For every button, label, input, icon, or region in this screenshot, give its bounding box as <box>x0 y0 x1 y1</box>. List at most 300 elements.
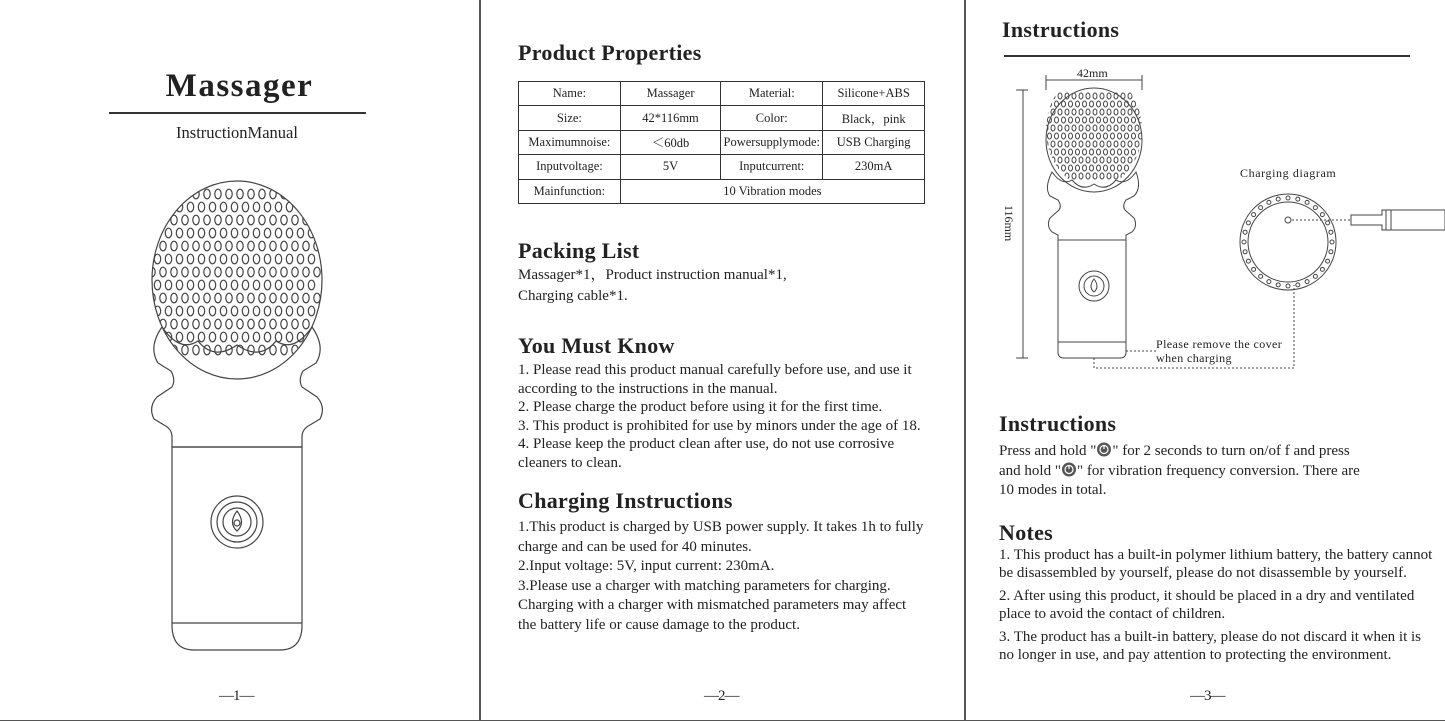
usb-cable <box>1351 210 1445 230</box>
texture-dot <box>248 345 254 355</box>
neck-outline <box>1047 172 1138 240</box>
texture-dot <box>149 319 155 329</box>
texture-dot <box>215 319 221 329</box>
instructions-text <box>999 442 1360 501</box>
texture-dot <box>154 202 160 212</box>
texture-dot <box>1118 165 1122 171</box>
texture-dot <box>1079 125 1083 131</box>
must-know-list <box>518 361 928 472</box>
texture-dot <box>1072 157 1076 163</box>
texture-dot <box>264 254 270 264</box>
text-line <box>999 442 1360 462</box>
texture-dot <box>259 241 265 251</box>
texture-dot <box>1058 125 1062 131</box>
texture-dot <box>1062 133 1066 139</box>
texture-dot <box>1097 149 1101 155</box>
texture-dot <box>297 202 303 212</box>
texture-dot <box>215 293 221 303</box>
table-cell: Maximumnoise: <box>519 130 621 154</box>
texture-dot <box>209 228 215 238</box>
texture-dot <box>1107 141 1111 147</box>
texture-dot <box>1062 149 1066 155</box>
list-item <box>999 588 1439 623</box>
texture-dot <box>275 280 281 290</box>
table-cell: Inputvoltage: <box>519 155 621 179</box>
texture-dot <box>303 241 309 251</box>
table-cell: Massager <box>620 82 720 106</box>
texture-dot <box>1065 157 1069 163</box>
texture-dot <box>259 267 265 277</box>
texture-dot <box>1111 133 1115 139</box>
texture-dot <box>215 241 221 251</box>
texture-dot <box>1114 125 1118 131</box>
texture-dot <box>149 215 155 225</box>
texture-dot <box>204 241 210 251</box>
texture-dot <box>1107 109 1111 115</box>
texture-dot <box>198 202 204 212</box>
texture-dot <box>1128 125 1132 131</box>
dimension-height-label: 116mm <box>1002 205 1016 242</box>
texture-dot <box>209 306 215 316</box>
head-texture <box>149 189 320 355</box>
texture-dot <box>215 345 221 355</box>
texture-dot <box>248 319 254 329</box>
text-line: 4. Please keep the product clean after use, do not use corrosive <box>518 436 895 452</box>
texture-dot <box>253 228 259 238</box>
texture-dot <box>242 280 248 290</box>
texture-dot <box>297 254 303 264</box>
text-line: 2. After using this product, it should be placed in a dry and ventilated <box>999 588 1415 604</box>
texture-dot <box>1329 250 1333 254</box>
texture-dot <box>303 267 309 277</box>
texture-dot <box>1062 117 1066 123</box>
texture-dot <box>314 215 320 225</box>
texture-dot <box>1252 267 1256 271</box>
table-cell: Black，pink <box>823 106 925 130</box>
texture-dot <box>1086 173 1090 179</box>
texture-dot <box>259 319 265 329</box>
texture-dot <box>1083 117 1087 123</box>
page-number: —1— <box>219 688 254 704</box>
table-cell: Inputcurrent: <box>721 155 823 179</box>
texture-dot <box>1132 149 1136 155</box>
text-line: place to avoid the contact of children. <box>999 605 1226 622</box>
texture-dot <box>1051 141 1055 147</box>
texture-dot <box>1313 274 1317 278</box>
texture-dot <box>1076 165 1080 171</box>
text-line: charge and can be used for 40 minutes. <box>518 538 752 555</box>
text-line: Charging with a charger with mismatched parameters may affect <box>518 597 907 613</box>
texture-dot <box>281 319 287 329</box>
texture-dot <box>198 254 204 264</box>
texture-dot <box>1118 149 1122 155</box>
texture-dot <box>314 189 320 199</box>
texture-dot <box>209 254 215 264</box>
texture-dot <box>1104 149 1108 155</box>
charging-leader <box>1094 285 1294 368</box>
text-line: 3. This product is prohibited for use by minors under the age of 18. <box>518 417 921 434</box>
texture-dot <box>193 241 199 251</box>
texture-dot <box>1104 165 1108 171</box>
texture-dot <box>1259 206 1263 210</box>
texture-dot <box>160 215 166 225</box>
texture-dot <box>1086 157 1090 163</box>
texture-dot <box>1062 101 1066 107</box>
texture-dot <box>1093 141 1097 147</box>
text-line: Massager*1，Product instruction manual*1, <box>518 267 787 283</box>
table-cell: Powersupplymode: <box>721 130 823 154</box>
texture-dot <box>1267 280 1271 284</box>
texture-dot <box>1320 213 1324 217</box>
texture-dot <box>1121 157 1125 163</box>
texture-dot <box>237 267 243 277</box>
texture-dot <box>308 202 314 212</box>
dimension-width-label: 42mm <box>1077 66 1108 80</box>
texture-dot <box>1104 117 1108 123</box>
texture-dot <box>1330 240 1334 244</box>
texture-dot <box>1065 125 1069 131</box>
texture-dot <box>1044 93 1048 99</box>
heading-rule <box>1004 55 1410 57</box>
texture-dot <box>237 189 243 199</box>
texture-dot <box>220 228 226 238</box>
texture-dot <box>1100 157 1104 163</box>
texture-dot <box>154 280 160 290</box>
texture-dot <box>1128 157 1132 163</box>
texture-dot <box>1128 93 1132 99</box>
text-line: 10 modes in total. <box>999 482 1107 498</box>
texture-dot <box>1055 149 1059 155</box>
texture-dot <box>198 306 204 316</box>
page-number: —2— <box>704 688 739 704</box>
texture-dot <box>292 267 298 277</box>
texture-dot <box>303 293 309 303</box>
texture-dot <box>264 332 270 342</box>
text-segment: " for 2 seconds to turn on/of f and press <box>1112 443 1350 459</box>
texture-dot <box>1246 259 1250 263</box>
texture-dot <box>275 306 281 316</box>
texture-dot <box>237 293 243 303</box>
texture-dot <box>160 345 166 355</box>
texture-dot <box>1326 259 1330 263</box>
texture-dot <box>176 254 182 264</box>
texture-dot <box>160 267 166 277</box>
texture-dot <box>286 332 292 342</box>
table-row <box>519 130 925 154</box>
texture-dot <box>220 280 226 290</box>
texture-dot <box>308 332 314 342</box>
texture-dot <box>292 215 298 225</box>
charging-port-outer <box>1240 194 1336 290</box>
texture-dot <box>1076 149 1080 155</box>
texture-dot <box>1069 101 1073 107</box>
texture-dot <box>1086 141 1090 147</box>
texture-dot <box>1097 165 1101 171</box>
texture-dot <box>176 228 182 238</box>
texture-dot <box>1090 117 1094 123</box>
texture-dot <box>1121 173 1125 179</box>
text-segment: " for vibration frequency conversion. There are <box>1076 462 1360 479</box>
texture-dot <box>1065 141 1069 147</box>
texture-dot <box>275 254 281 264</box>
notes-list <box>999 547 1439 668</box>
texture-dot <box>187 306 193 316</box>
texture-dot <box>1139 101 1143 107</box>
texture-dot <box>182 241 188 251</box>
texture-dot <box>1118 133 1122 139</box>
texture-dot <box>1313 206 1317 210</box>
text-line: the battery life or cause damage to the product. <box>518 616 800 633</box>
table-row <box>519 179 925 203</box>
texture-dot <box>281 293 287 303</box>
page-number: —3— <box>1190 688 1225 704</box>
texture-dot <box>1259 274 1263 278</box>
texture-dot <box>308 254 314 264</box>
texture-dot <box>1243 230 1247 234</box>
head-texture <box>1044 93 1143 179</box>
table-cell: ＜60db <box>620 130 720 154</box>
texture-dot <box>1058 93 1062 99</box>
texture-dot <box>1243 250 1247 254</box>
text-line: according to the instructions in the manual. <box>518 380 778 397</box>
texture-dot <box>231 202 237 212</box>
texture-dot <box>286 306 292 316</box>
texture-dot <box>1246 221 1250 225</box>
texture-dot <box>1044 109 1048 115</box>
texture-dot <box>182 293 188 303</box>
neck-outline <box>152 327 323 447</box>
power-button-icon <box>1061 462 1077 477</box>
texture-dot <box>1132 133 1136 139</box>
power-icon <box>233 511 242 531</box>
texture-dot <box>204 189 210 199</box>
texture-dot <box>1093 93 1097 99</box>
texture-dot <box>231 228 237 238</box>
texture-dot <box>1329 230 1333 234</box>
texture-dot <box>297 228 303 238</box>
texture-dot <box>1118 117 1122 123</box>
texture-dot <box>149 189 155 199</box>
texture-dot <box>165 228 171 238</box>
table-cell: Material: <box>721 82 823 106</box>
texture-dot <box>1100 173 1104 179</box>
texture-dot <box>193 319 199 329</box>
texture-dot <box>1276 197 1280 201</box>
texture-dot <box>303 189 309 199</box>
texture-dot <box>226 189 232 199</box>
texture-dot <box>1079 93 1083 99</box>
texture-dot <box>209 332 215 342</box>
button-ring-outer <box>211 496 263 548</box>
texture-dot <box>270 267 276 277</box>
table-cell: Size: <box>519 106 621 130</box>
texture-dot <box>1125 165 1129 171</box>
texture-dot <box>215 189 221 199</box>
texture-dot <box>1083 149 1087 155</box>
texture-dot <box>1058 109 1062 115</box>
texture-dot <box>220 306 226 316</box>
texture-dot <box>1058 157 1062 163</box>
texture-dot <box>286 228 292 238</box>
texture-dot <box>154 254 160 264</box>
texture-dot <box>198 228 204 238</box>
texture-dot <box>182 319 188 329</box>
texture-dot <box>1111 149 1115 155</box>
texture-dot <box>1111 101 1115 107</box>
title-rule <box>109 112 366 114</box>
texture-dot <box>1086 93 1090 99</box>
table-cell: Silicone+ABS <box>823 82 925 106</box>
texture-dot <box>1076 133 1080 139</box>
texture-dot <box>1139 165 1143 171</box>
page-3-instructions <box>966 0 1445 721</box>
texture-dot <box>1114 173 1118 179</box>
texture-dot <box>308 306 314 316</box>
texture-dot <box>1072 93 1076 99</box>
texture-dot <box>1086 125 1090 131</box>
texture-dot <box>231 254 237 264</box>
texture-dot <box>1055 117 1059 123</box>
table-cell: 10 Vibration modes <box>620 179 924 203</box>
texture-dot <box>193 189 199 199</box>
texture-dot <box>1058 141 1062 147</box>
texture-dot <box>242 332 248 342</box>
texture-dot <box>242 254 248 264</box>
texture-dot <box>292 293 298 303</box>
texture-dot <box>1097 133 1101 139</box>
texture-dot <box>231 332 237 342</box>
texture-dot <box>1079 173 1083 179</box>
properties-heading: Product Properties <box>518 40 702 65</box>
texture-dot <box>303 345 309 355</box>
texture-dot <box>253 280 259 290</box>
texture-dot <box>165 280 171 290</box>
texture-dot <box>187 254 193 264</box>
texture-dot <box>1125 117 1129 123</box>
texture-dot <box>176 332 182 342</box>
texture-dot <box>292 319 298 329</box>
texture-dot <box>270 215 276 225</box>
texture-dot <box>248 267 254 277</box>
power-icon-dot <box>234 520 240 526</box>
texture-dot <box>259 215 265 225</box>
texture-dot <box>226 319 232 329</box>
texture-dot <box>226 215 232 225</box>
texture-dot <box>1083 133 1087 139</box>
texture-dot <box>1093 125 1097 131</box>
texture-dot <box>286 254 292 264</box>
text-line: cleaners to clean. <box>518 454 622 471</box>
table-cell: Name: <box>519 82 621 106</box>
texture-dot <box>1135 93 1139 99</box>
charging-heading: Charging Instructions <box>518 488 733 513</box>
texture-dot <box>193 293 199 303</box>
charging-list <box>518 518 930 635</box>
packing-heading: Packing List <box>518 238 640 263</box>
texture-dot <box>264 228 270 238</box>
texture-dot <box>1132 117 1136 123</box>
dimension-diagram <box>966 60 1445 380</box>
texture-dot <box>1121 141 1125 147</box>
texture-dot <box>1305 280 1309 284</box>
table-cell: Mainfunction: <box>519 179 621 203</box>
texture-dot <box>231 280 237 290</box>
texture-dot <box>1305 200 1309 204</box>
texture-dot <box>193 267 199 277</box>
text-line: Charging cable*1. <box>518 288 628 304</box>
texture-dot <box>259 189 265 199</box>
texture-dot <box>1097 117 1101 123</box>
texture-dot <box>1286 196 1290 200</box>
texture-dot <box>1055 101 1059 107</box>
page-title: Massager <box>165 68 314 104</box>
texture-dot <box>209 202 215 212</box>
texture-dot <box>193 345 199 355</box>
texture-dot <box>165 202 171 212</box>
texture-dot <box>1062 165 1066 171</box>
texture-dot <box>253 306 259 316</box>
texture-dot <box>264 202 270 212</box>
text-line: be disassembled by yourself, please do not disassemble by yourself. <box>999 564 1407 581</box>
texture-dot <box>1121 125 1125 131</box>
texture-dot <box>1114 109 1118 115</box>
charging-port-inner <box>1248 202 1328 282</box>
texture-dot <box>286 280 292 290</box>
massager-illustration <box>140 175 340 655</box>
texture-dot <box>1267 200 1271 204</box>
texture-dot <box>297 280 303 290</box>
texture-dot <box>248 241 254 251</box>
texture-dot <box>1069 149 1073 155</box>
texture-dot <box>248 215 254 225</box>
text-segment: Press and hold " <box>999 443 1097 459</box>
table-cell: 230mA <box>823 155 925 179</box>
text-line: 3.Please use a charger with matching parameters for charging. <box>518 577 891 594</box>
texture-dot <box>193 215 199 225</box>
texture-dot <box>220 202 226 212</box>
texture-dot <box>176 280 182 290</box>
texture-dot <box>275 332 281 342</box>
texture-dot <box>171 189 177 199</box>
texture-dot <box>1296 283 1300 287</box>
texture-dot <box>259 293 265 303</box>
texture-dot <box>303 319 309 329</box>
texture-dot <box>187 332 193 342</box>
texture-dot <box>314 267 320 277</box>
texture-dot <box>281 215 287 225</box>
texture-dot <box>270 241 276 251</box>
texture-dot <box>204 267 210 277</box>
texture-dot <box>160 189 166 199</box>
text-line <box>999 462 1360 482</box>
texture-dot <box>204 215 210 225</box>
texture-dot <box>215 267 221 277</box>
texture-dot <box>198 332 204 342</box>
table-cell: 42*116mm <box>620 106 720 130</box>
texture-dot <box>237 319 243 329</box>
texture-dot <box>1093 173 1097 179</box>
text-line: 1. Please read this product manual carefully before use, and use it <box>518 362 912 378</box>
texture-dot <box>1132 101 1136 107</box>
head-outline <box>1046 88 1142 192</box>
texture-dot <box>231 306 237 316</box>
texture-dot <box>171 319 177 329</box>
texture-dot <box>248 189 254 199</box>
texture-dot <box>281 345 287 355</box>
texture-dot <box>182 189 188 199</box>
texture-dot <box>1111 165 1115 171</box>
page-2-properties <box>481 0 965 721</box>
